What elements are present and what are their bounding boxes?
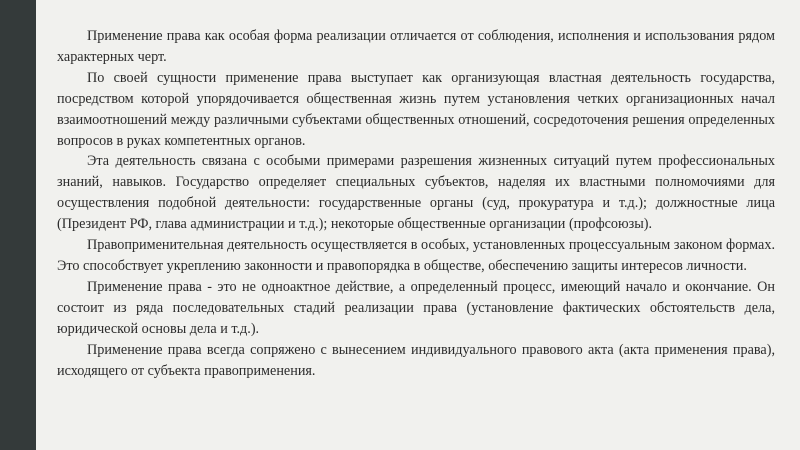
- paragraph-2: По своей сущности применение права выступает как организующая властная деятельность государства, посредством которой упорядочивается общественная жизнь путем установления четких организационных начал взаимоотношений между различными субъектами общественных отношений, сосредоточения решения определенных вопросов в руках компетентных органов.: [57, 69, 775, 149]
- paragraph-3: Эта деятельность связана с особыми примерами разрешения жизненных ситуаций путем профессиональных знаний, навыков. Государство определяет специальных субъектов, наделяя их властными полномочиями для осуществления подобной деятельности: государственные органы (суд, прокуратура и т.д.); должностные лица (Президент РФ, глава администрации и т.д.); некоторые общественные организации (профсоюзы).: [57, 153, 775, 233]
- left-accent-bar: [0, 0, 36, 450]
- paragraph-5: Применение права - это не одноактное действие, а определенный процесс, имеющий начало и окончание. Он состоит из ряда последовательных стадий реализации права (установление фактических обстоятельств дела, юридической основы дела и т.д.).: [57, 278, 775, 337]
- paragraph-6: Применение права всегда сопряжено с вынесением индивидуального правового акта (акта применения права), исходящего от субъекта правоприменения.: [57, 341, 775, 379]
- paragraph-1: Применение права как особая форма реализации отличается от соблюдения, исполнения и использования рядом характерных черт.: [57, 28, 775, 65]
- paragraph-4: Правоприменительная деятельность осуществляется в особых, установленных процессуальным законом формах. Это способствует укреплению законности и правопорядка в обществе, обеспечению защиты интересов личности.: [57, 237, 775, 274]
- slide-text-body: [57, 26, 775, 381]
